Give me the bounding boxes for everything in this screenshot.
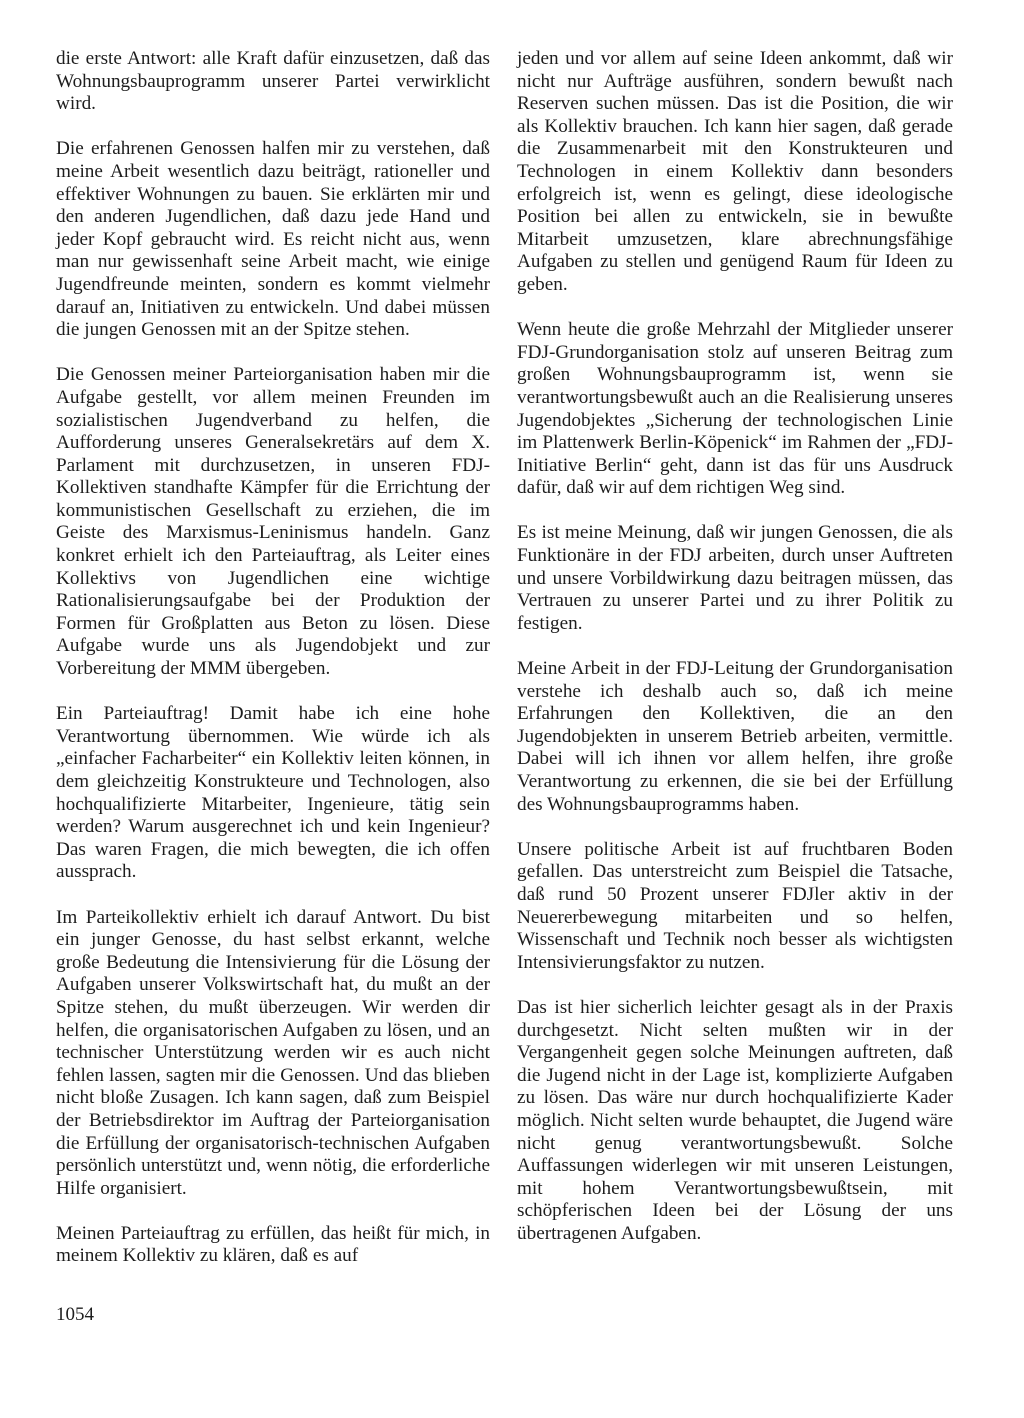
paragraph: die erste Antwort: alle Kraft dafür einzusetzen, daß das Wohnungsbauprogramm unserer Partei verwirklicht wird. <box>56 48 490 115</box>
paragraph: Die Genossen meiner Parteiorganisation haben mir die Aufgabe gestellt, vor allem meinen Freunden im sozialistischen Jugendverband zu helfen, die Aufforderung unseres Generalsekretärs auf dem X. Parlament mit durchzusetzen, in unseren FDJ-Kollektiven standhafte Kämpfer für die Errichtung der kommunistischen Gesellschaft zu erziehen, die im Geiste des Marxismus-Leninismus handeln. Ganz konkret erhielt ich den Parteiauftrag, als Leiter eines Kollektivs von Jugendlichen eine wichtige Rationalisierungsaufgabe bei der Produktion der Formen für Großplatten aus Beton zu lösen. Diese Aufgabe wurde uns als Jugendobjekt und zur Vorbereitung der MMM übergeben. <box>56 364 490 680</box>
paragraph: jeden und vor allem auf seine Ideen ankommt, daß wir nicht nur Aufträge ausführen, sondern bewußt nach Reserven suchen müssen. Das ist die Position, die wir als Kollektiv brauchen. Ich kann hier sagen, daß gerade die Zusammenarbeit mit den Konstrukteuren und Technologen in einem Kollektiv dann besonders erfolgreich ist, wenn es gelingt, diese ideologische Position bei allen zu entwickeln, sie in bewußte Mitarbeit umzusetzen, klare abrechnungsfähige Aufgaben zu stellen und genügend Raum für Ideen zu geben. <box>517 48 953 295</box>
paragraph: Wenn heute die große Mehrzahl der Mitglieder unserer FDJ-Grundorganisation stolz auf unseren Beitrag zum großen Wohnungsbauprogramm ist, wenn sie verantwortungsbewußt auch an die Realisierung unseres Jugendobjektes „Sicherung der technologischen Linie im Plattenwerk Berlin-Köpenick“ im Rahmen der „FDJ-Initiative Berlin“ geht, dann ist das für uns Ausdruck dafür, daß wir auf dem richtigen Weg sind. <box>517 319 953 499</box>
right-text-column <box>517 48 953 1245</box>
paragraph: Ein Parteiauftrag! Damit habe ich eine hohe Verantwortung übernommen. Wie würde ich als „einfacher Facharbeiter“ ein Kollektiv leiten können, in dem gleichzeitig Konstrukteure und Technologen, also hochqualifizierte Mitarbeiter, Ingenieure, tätig sein werden? Warum ausgerechnet ich und kein Ingenieur? Das waren Fragen, die mich bewegten, die ich offen aussprach. <box>56 703 490 883</box>
paragraph: Es ist meine Meinung, daß wir jungen Genossen, die als Funktionäre in der FDJ arbeiten, durch unser Auftreten und unsere Vorbildwirkung dazu beitragen müssen, das Vertrauen zu unserer Partei und zu ihrer Politik zu festigen. <box>517 522 953 634</box>
paragraph: Im Parteikollektiv erhielt ich darauf Antwort. Du bist ein junger Genosse, du hast selbst erkannt, welche große Bedeutung die Intensivierung für die Lösung der Aufgaben unserer Volkswirtschaft hat, du mußt an der Spitze stehen, du mußt überzeugen. Wir werden dir helfen, die organisatorischen Aufgaben zu lösen, und an technischer Unterstützung werden wir es auch nicht fehlen lassen, sagten mir die Genossen. Und das blieben nicht bloße Zusagen. Ich kann sagen, daß zum Beispiel der Betriebsdirektor im Auftrag der Parteiorganisation die Erfüllung der organisatorisch-technischen Aufgaben persönlich unterstützt und, wenn nötig, die erforderliche Hilfe organisiert. <box>56 906 490 1199</box>
paragraph: Meinen Parteiauftrag zu erfüllen, das heißt für mich, in meinem Kollektiv zu klären, daß es auf <box>56 1222 490 1267</box>
paragraph: Die erfahrenen Genossen halfen mir zu verstehen, daß meine Arbeit wesentlich dazu beiträgt, rationeller und effektiver Wohnungen zu bauen. Sie erklärten mir und den anderen Jugendlichen, daß dazu jede Hand und jeder Kopf gebraucht wird. Es reicht nicht aus, wenn man nur gewissenhaft seine Arbeit macht, wie einige Jugendfreunde meinten, sondern es kommt vielmehr darauf an, Initiativen zu entwickeln. Und dabei müssen die jungen Genossen mit an der Spitze stehen. <box>56 138 490 341</box>
paragraph: Meine Arbeit in der FDJ-Leitung der Grundorganisation verstehe ich deshalb auch so, daß ich meine Erfahrungen den Kollektiven, die an den Jugendobjekten in unserem Betrieb arbeiten, vermittle. Dabei will ich ihnen vor allem helfen, ihre große Verantwortung zu erkennen, die sie bei der Erfüllung des Wohnungsbauprogramms haben. <box>517 658 953 815</box>
page-number: 1054 <box>56 1304 94 1325</box>
paragraph: Das ist hier sicherlich leichter gesagt als in der Praxis durchgesetzt. Nicht selten mußten wir in der Vergangenheit gegen solche Meinungen auftreten, daß die Jugend nicht in der Lage ist, komplizierte Aufgaben zu lösen. Das wäre nur durch hochqualifizierte Kader möglich. Nicht selten wurde behauptet, die Jugend wäre nicht genug verantwortungsbewußt. Solche Auffassungen widerlegen wir mit unseren Leistungen, mit hohem Verantwortungsbewußtsein, mit schöpferischen Ideen bei der Lösung der uns übertragenen Aufgaben. <box>517 996 953 1244</box>
paragraph: Unsere politische Arbeit ist auf fruchtbaren Boden gefallen. Das unterstreicht zum Beispiel die Tatsache, daß rund 50 Prozent unserer FDJler aktiv in der Neuererbewegung mitarbeiten und so helfen, Wissenschaft und Technik noch besser als wichtigsten Intensivierungsfaktor zu nutzen. <box>517 838 953 973</box>
left-text-column <box>56 48 490 1268</box>
